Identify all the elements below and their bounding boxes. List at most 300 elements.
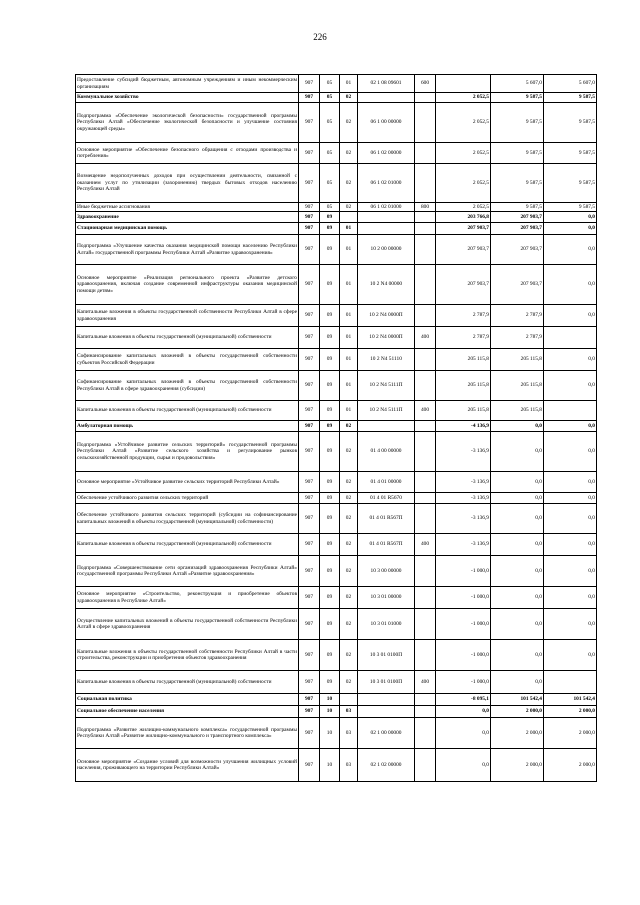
expense-type: 400 bbox=[415, 534, 436, 556]
amount-3: 0,0 bbox=[544, 265, 597, 305]
row-name: Подпрограмма «Устойчивое развитие сельских территорий» государственной программы Республики Алтай «Развитие сельского хозяйства и регулирование рынков сельскохозяйственной продукции, сырья и продовольствия» bbox=[76, 432, 299, 472]
target-article: 10 3 01 01000 bbox=[358, 609, 415, 640]
subsection-code: 02 bbox=[340, 103, 358, 143]
amount-1: 2 787,9 bbox=[436, 305, 491, 327]
ministry-code: 907 bbox=[299, 103, 320, 143]
ministry-code: 907 bbox=[299, 421, 320, 432]
row-name: Капитальные вложения в объекты государственной (муниципальной) собственности bbox=[76, 671, 299, 694]
expense-type bbox=[415, 349, 436, 371]
section-code: 05 bbox=[320, 143, 340, 164]
subsection-code: 02 bbox=[340, 421, 358, 432]
table-row bbox=[76, 609, 597, 640]
table-row bbox=[76, 235, 597, 265]
row-name: Обеспечение устойчивого развития сельских территорий (субсидии на софинансирование капитальных вложений в объекты государственной (муниципальной) собственности) bbox=[76, 504, 299, 534]
expense-type bbox=[415, 371, 436, 401]
amount-1: 203 766,8 bbox=[436, 212, 491, 223]
budget-table-body bbox=[76, 75, 597, 782]
amount-1: 2 787,9 bbox=[436, 327, 491, 349]
target-article: 10 3 01 00000 bbox=[358, 587, 415, 609]
expense-type bbox=[415, 235, 436, 265]
subsection-code: 01 bbox=[340, 371, 358, 401]
section-code: 05 bbox=[320, 164, 340, 203]
table-row bbox=[76, 472, 597, 493]
subsection-code: 02 bbox=[340, 203, 358, 212]
subsection-code: 01 bbox=[340, 223, 358, 235]
target-article bbox=[358, 212, 415, 223]
table-row bbox=[76, 164, 597, 203]
ministry-code: 907 bbox=[299, 493, 320, 504]
section-code: 09 bbox=[320, 212, 340, 223]
table-row bbox=[76, 718, 597, 749]
table-row bbox=[76, 534, 597, 556]
section-code: 09 bbox=[320, 504, 340, 534]
amount-1: -4 136,9 bbox=[436, 421, 491, 432]
amount-1: 205 115,8 bbox=[436, 371, 491, 401]
ministry-code: 907 bbox=[299, 349, 320, 371]
ministry-code: 907 bbox=[299, 371, 320, 401]
table-row bbox=[76, 371, 597, 401]
ministry-code: 907 bbox=[299, 327, 320, 349]
target-article: 10 2 N4 0000П bbox=[358, 305, 415, 327]
subsection-code: 01 bbox=[340, 327, 358, 349]
amount-3: 0,0 bbox=[544, 609, 597, 640]
row-name: Предоставление субсидий бюджетным, автономным учреждениям и иным некоммерческим организациям bbox=[76, 75, 299, 93]
table-row bbox=[76, 640, 597, 671]
subsection-code: 02 bbox=[340, 609, 358, 640]
amount-1: -1 000,0 bbox=[436, 556, 491, 587]
table-row bbox=[76, 265, 597, 305]
expense-type bbox=[415, 432, 436, 472]
amount-3: 0,0 bbox=[544, 223, 597, 235]
ministry-code: 907 bbox=[299, 534, 320, 556]
row-name: Подпрограмма «Развитие жилищно-коммунального комплекса» государственной программы Республики Алтай «Развитие жилищно-коммунального и транспортного комплекса» bbox=[76, 718, 299, 749]
amount-1: -1 000,0 bbox=[436, 671, 491, 694]
section-code: 10 bbox=[320, 749, 340, 782]
ministry-code: 907 bbox=[299, 203, 320, 212]
amount-2: 9 587,5 bbox=[491, 203, 544, 212]
amount-2: 2 000,0 bbox=[491, 718, 544, 749]
target-article: 10 2 00 00000 bbox=[358, 235, 415, 265]
subsection-code: 03 bbox=[340, 706, 358, 718]
row-name: Капитальные вложения в объекты государственной собственности Республики Алтай в сфере здравоохранения bbox=[76, 305, 299, 327]
row-name: Капитальные вложения в объекты государственной (муниципальной) собственности bbox=[76, 401, 299, 421]
amount-3: 9 587,5 bbox=[544, 164, 597, 203]
target-article bbox=[358, 694, 415, 706]
amount-1: 0,0 bbox=[436, 749, 491, 782]
row-name: Основное мероприятие «Создание условий для возможности улучшения жилищных условий населения, проживающего на территории Республики Алтай» bbox=[76, 749, 299, 782]
ministry-code: 907 bbox=[299, 587, 320, 609]
amount-1: -3 136,9 bbox=[436, 432, 491, 472]
amount-2: 5 607,0 bbox=[491, 75, 544, 93]
ministry-code: 907 bbox=[299, 472, 320, 493]
row-name: Капитальные вложения в объекты государственной (муниципальной) собственности bbox=[76, 534, 299, 556]
expense-type bbox=[415, 103, 436, 143]
table-row bbox=[76, 327, 597, 349]
expense-type bbox=[415, 706, 436, 718]
ministry-code: 907 bbox=[299, 223, 320, 235]
row-name: Подпрограмма «Улучшение качества оказания медицинской помощи населению Республики Алтай» государственной программы Республики Алтай «Развитие здравоохранения» bbox=[76, 235, 299, 265]
row-name: Основное мероприятие «Реализация регионального проекта «Развитие детского здравоохранения, включая создание современной инфраструктуры оказания медицинской помощи детям» bbox=[76, 265, 299, 305]
section-code: 09 bbox=[320, 556, 340, 587]
section-code: 09 bbox=[320, 587, 340, 609]
section-code: 09 bbox=[320, 305, 340, 327]
amount-2: 0,0 bbox=[491, 640, 544, 671]
amount-3: 101 542,4 bbox=[544, 694, 597, 706]
expense-type: 400 bbox=[415, 327, 436, 349]
amount-3 bbox=[544, 327, 597, 349]
target-article bbox=[358, 421, 415, 432]
expense-type bbox=[415, 421, 436, 432]
row-name: Возмещение недополученных доходов при осуществлении деятельности, связанной с оказанием услуг по утилизации (захоронению) твердых бытовых отходов населению Республики Алтай bbox=[76, 164, 299, 203]
table-row bbox=[76, 349, 597, 371]
expense-type bbox=[415, 472, 436, 493]
expense-type bbox=[415, 694, 436, 706]
amount-3: 0,0 bbox=[544, 472, 597, 493]
table-row bbox=[76, 143, 597, 164]
amount-3: 0,0 bbox=[544, 493, 597, 504]
amount-2: 9 587,5 bbox=[491, 93, 544, 103]
target-article: 10 2 N4 5111П bbox=[358, 371, 415, 401]
amount-1: 207 903,7 bbox=[436, 265, 491, 305]
section-code: 09 bbox=[320, 432, 340, 472]
amount-1: -3 136,9 bbox=[436, 493, 491, 504]
target-article: 01 4 00 00000 bbox=[358, 432, 415, 472]
amount-3: 0,0 bbox=[544, 587, 597, 609]
amount-1: 2 052,5 bbox=[436, 143, 491, 164]
row-name: Амбулаторная помощь bbox=[76, 421, 299, 432]
amount-1: -1 000,0 bbox=[436, 640, 491, 671]
subsection-code: 02 bbox=[340, 671, 358, 694]
amount-2: 207 903,7 bbox=[491, 265, 544, 305]
section-code: 10 bbox=[320, 706, 340, 718]
amount-3: 9 587,5 bbox=[544, 203, 597, 212]
table-row bbox=[76, 401, 597, 421]
expense-type bbox=[415, 718, 436, 749]
ministry-code: 907 bbox=[299, 143, 320, 164]
expense-type: 800 bbox=[415, 203, 436, 212]
target-article bbox=[358, 93, 415, 103]
subsection-code: 02 bbox=[340, 534, 358, 556]
ministry-code: 907 bbox=[299, 504, 320, 534]
subsection-code: 02 bbox=[340, 472, 358, 493]
amount-2: 205 115,8 bbox=[491, 401, 544, 421]
amount-3: 0,0 bbox=[544, 534, 597, 556]
row-name: Коммунальное хозяйство bbox=[76, 93, 299, 103]
amount-3: 2 000,0 bbox=[544, 718, 597, 749]
ministry-code: 907 bbox=[299, 164, 320, 203]
expense-type bbox=[415, 493, 436, 504]
row-name: Иные бюджетные ассигнования bbox=[76, 203, 299, 212]
expense-type bbox=[415, 609, 436, 640]
subsection-code: 02 bbox=[340, 587, 358, 609]
row-name: Основное мероприятие «Обеспечение безопасного обращения с отходами производства и потребления» bbox=[76, 143, 299, 164]
table-row bbox=[76, 203, 597, 212]
amount-3: 0,0 bbox=[544, 432, 597, 472]
target-article: 02 1 08 09601 bbox=[358, 75, 415, 93]
section-code: 09 bbox=[320, 609, 340, 640]
amount-2: 0,0 bbox=[491, 472, 544, 493]
section-code: 10 bbox=[320, 718, 340, 749]
amount-2: 205 115,8 bbox=[491, 371, 544, 401]
table-row bbox=[76, 432, 597, 472]
row-name: Обеспечение устойчивого развития сельских территорий bbox=[76, 493, 299, 504]
ministry-code: 907 bbox=[299, 609, 320, 640]
ministry-code: 907 bbox=[299, 718, 320, 749]
subsection-code: 01 bbox=[340, 349, 358, 371]
expense-type bbox=[415, 223, 436, 235]
row-name: Капитальные вложения в объекты государственной собственности Республики Алтай в части строительства, реконструкции и приобретения объектов здравоохранения bbox=[76, 640, 299, 671]
expense-type bbox=[415, 305, 436, 327]
ministry-code: 907 bbox=[299, 706, 320, 718]
amount-1 bbox=[436, 75, 491, 93]
amount-2: 207 903,7 bbox=[491, 235, 544, 265]
table-row bbox=[76, 749, 597, 782]
subsection-code: 02 bbox=[340, 640, 358, 671]
ministry-code: 907 bbox=[299, 212, 320, 223]
amount-2: 9 587,5 bbox=[491, 103, 544, 143]
amount-2: 2 000,0 bbox=[491, 749, 544, 782]
table-row bbox=[76, 305, 597, 327]
ministry-code: 907 bbox=[299, 401, 320, 421]
amount-3: 0,0 bbox=[544, 305, 597, 327]
amount-2: 0,0 bbox=[491, 432, 544, 472]
subsection-code: 02 bbox=[340, 432, 358, 472]
ministry-code: 907 bbox=[299, 694, 320, 706]
expense-type: 600 bbox=[415, 75, 436, 93]
row-name: Основное мероприятие «Устойчивое развитие сельских территорий Республики Алтай» bbox=[76, 472, 299, 493]
budget-table bbox=[75, 74, 597, 782]
expense-type bbox=[415, 749, 436, 782]
row-name: Стационарная медицинская помощь bbox=[76, 223, 299, 235]
row-name: Софинансирование капитальных вложений в объекты государственной собственности субъектов Российской Федерации bbox=[76, 349, 299, 371]
amount-3: 0,0 bbox=[544, 640, 597, 671]
row-name: Капитальные вложения в объекты государственной (муниципальной) собственности bbox=[76, 327, 299, 349]
section-code: 10 bbox=[320, 694, 340, 706]
amount-3: 9 587,5 bbox=[544, 103, 597, 143]
amount-1: 205 115,8 bbox=[436, 349, 491, 371]
subsection-code: 01 bbox=[340, 401, 358, 421]
subsection-code: 01 bbox=[340, 75, 358, 93]
subsection-code: 02 bbox=[340, 504, 358, 534]
target-article: 01 4 01 R567П bbox=[358, 534, 415, 556]
amount-3: 0,0 bbox=[544, 556, 597, 587]
amount-3: 0,0 bbox=[544, 212, 597, 223]
amount-1: -8 095,1 bbox=[436, 694, 491, 706]
section-code: 09 bbox=[320, 265, 340, 305]
subsection-code: 02 bbox=[340, 556, 358, 587]
amount-2: 101 542,4 bbox=[491, 694, 544, 706]
table-row bbox=[76, 103, 597, 143]
section-code: 09 bbox=[320, 534, 340, 556]
table-row bbox=[76, 75, 597, 93]
amount-3: 9 587,5 bbox=[544, 143, 597, 164]
target-article: 02 1 00 00000 bbox=[358, 718, 415, 749]
subsection-code bbox=[340, 212, 358, 223]
ministry-code: 907 bbox=[299, 432, 320, 472]
amount-1: 2 052,5 bbox=[436, 203, 491, 212]
amount-3: 0,0 bbox=[544, 349, 597, 371]
table-row bbox=[76, 556, 597, 587]
expense-type bbox=[415, 504, 436, 534]
target-article: 10 2 N4 51110 bbox=[358, 349, 415, 371]
subsection-code: 01 bbox=[340, 265, 358, 305]
target-article: 10 3 00 00000 bbox=[358, 556, 415, 587]
table-row bbox=[76, 587, 597, 609]
amount-3: 0,0 bbox=[544, 504, 597, 534]
subsection-code: 02 bbox=[340, 93, 358, 103]
amount-2: 2 000,0 bbox=[491, 706, 544, 718]
target-article bbox=[358, 223, 415, 235]
table-row bbox=[76, 671, 597, 694]
row-name: Софинансирование капитальных вложений в объекты государственной собственности Республики Алтай в сфере здравоохранения (субсидии) bbox=[76, 371, 299, 401]
amount-1: -3 136,9 bbox=[436, 534, 491, 556]
table-row bbox=[76, 694, 597, 706]
target-article: 10 2 N4 0000П bbox=[358, 327, 415, 349]
section-code: 05 bbox=[320, 93, 340, 103]
row-name: Подпрограмма «Обеспечение экологической безопасности» государственной программы Республики Алтай «Обеспечение экологической безопасности и улучшение состояния окружающей среды» bbox=[76, 103, 299, 143]
amount-1: 2 052,5 bbox=[436, 93, 491, 103]
target-article: 02 1 02 00000 bbox=[358, 749, 415, 782]
subsection-code: 03 bbox=[340, 749, 358, 782]
row-name: Социальное обеспечение населения bbox=[76, 706, 299, 718]
amount-1: -1 000,0 bbox=[436, 609, 491, 640]
amount-2: 0,0 bbox=[491, 493, 544, 504]
amount-3 bbox=[544, 671, 597, 694]
subsection-code: 02 bbox=[340, 164, 358, 203]
amount-2: 207 903,7 bbox=[491, 212, 544, 223]
target-article: 06 1 02 00000 bbox=[358, 143, 415, 164]
amount-3: 2 000,0 bbox=[544, 749, 597, 782]
section-code: 09 bbox=[320, 421, 340, 432]
target-article: 06 1 00 00000 bbox=[358, 103, 415, 143]
amount-2: 2 787,9 bbox=[491, 305, 544, 327]
table-row bbox=[76, 504, 597, 534]
target-article bbox=[358, 706, 415, 718]
table-row bbox=[76, 421, 597, 432]
target-article: 10 2 N4 00000 bbox=[358, 265, 415, 305]
row-name: Подпрограмма «Совершенствование сети организаций здравоохранения Республики Алтай» государственной программы Республики Алтай «Развитие здравоохранения» bbox=[76, 556, 299, 587]
amount-1: 207 903,7 bbox=[436, 235, 491, 265]
ministry-code: 907 bbox=[299, 556, 320, 587]
amount-2: 2 787,9 bbox=[491, 327, 544, 349]
ministry-code: 907 bbox=[299, 235, 320, 265]
amount-1: 0,0 bbox=[436, 706, 491, 718]
subsection-code: 02 bbox=[340, 493, 358, 504]
amount-2: 0,0 bbox=[491, 534, 544, 556]
section-code: 09 bbox=[320, 640, 340, 671]
expense-type: 400 bbox=[415, 671, 436, 694]
amount-2: 0,0 bbox=[491, 556, 544, 587]
ministry-code: 907 bbox=[299, 93, 320, 103]
table-row bbox=[76, 493, 597, 504]
amount-1: 0,0 bbox=[436, 718, 491, 749]
subsection-code: 02 bbox=[340, 143, 358, 164]
section-code: 09 bbox=[320, 671, 340, 694]
expense-type bbox=[415, 587, 436, 609]
amount-1: -3 136,9 bbox=[436, 472, 491, 493]
expense-type bbox=[415, 265, 436, 305]
section-code: 09 bbox=[320, 223, 340, 235]
expense-type bbox=[415, 640, 436, 671]
amount-1: 207 903,7 bbox=[436, 223, 491, 235]
amount-3: 9 587,5 bbox=[544, 93, 597, 103]
amount-1: -1 000,0 bbox=[436, 587, 491, 609]
target-article: 10 3 01 0100П bbox=[358, 671, 415, 694]
row-name: Осуществление капитальных вложений в объекты государственной собственности Республики Алтай в сфере здравоохранения bbox=[76, 609, 299, 640]
amount-2: 9 587,5 bbox=[491, 143, 544, 164]
row-name: Здравоохранение bbox=[76, 212, 299, 223]
target-article: 01 4 01 00000 bbox=[358, 472, 415, 493]
expense-type bbox=[415, 93, 436, 103]
target-article: 10 2 N4 5111П bbox=[358, 401, 415, 421]
subsection-code: 01 bbox=[340, 305, 358, 327]
section-code: 09 bbox=[320, 401, 340, 421]
ministry-code: 907 bbox=[299, 305, 320, 327]
ministry-code: 907 bbox=[299, 749, 320, 782]
amount-1: 2 052,5 bbox=[436, 103, 491, 143]
amount-2: 0,0 bbox=[491, 504, 544, 534]
expense-type bbox=[415, 556, 436, 587]
section-code: 09 bbox=[320, 327, 340, 349]
amount-2: 0,0 bbox=[491, 609, 544, 640]
amount-3: 0,0 bbox=[544, 371, 597, 401]
target-article: 10 3 01 0100П bbox=[358, 640, 415, 671]
subsection-code bbox=[340, 694, 358, 706]
section-code: 05 bbox=[320, 75, 340, 93]
amount-3: 0,0 bbox=[544, 235, 597, 265]
amount-2: 207 903,7 bbox=[491, 223, 544, 235]
row-name: Основное мероприятие «Строительство, реконструкция и приобретение объектов здравоохранения в Республике Алтай» bbox=[76, 587, 299, 609]
expense-type bbox=[415, 164, 436, 203]
target-article: 06 1 02 01000 bbox=[358, 203, 415, 212]
expense-type bbox=[415, 212, 436, 223]
subsection-code: 03 bbox=[340, 718, 358, 749]
row-name: Социальная политика bbox=[76, 694, 299, 706]
amount-3: 5 607,0 bbox=[544, 75, 597, 93]
amount-1: -3 136,9 bbox=[436, 504, 491, 534]
table-row bbox=[76, 223, 597, 235]
amount-3: 2 000,0 bbox=[544, 706, 597, 718]
section-code: 09 bbox=[320, 493, 340, 504]
ministry-code: 907 bbox=[299, 265, 320, 305]
target-article: 01 4 01 R567П bbox=[358, 504, 415, 534]
expense-type bbox=[415, 143, 436, 164]
amount-3 bbox=[544, 401, 597, 421]
section-code: 09 bbox=[320, 349, 340, 371]
section-code: 09 bbox=[320, 235, 340, 265]
amount-3: 0,0 bbox=[544, 421, 597, 432]
amount-2: 9 587,5 bbox=[491, 164, 544, 203]
expense-type: 400 bbox=[415, 401, 436, 421]
amount-2: 0,0 bbox=[491, 587, 544, 609]
ministry-code: 907 bbox=[299, 640, 320, 671]
amount-2: 0,0 bbox=[491, 421, 544, 432]
amount-1: 2 052,5 bbox=[436, 164, 491, 203]
table-row bbox=[76, 93, 597, 103]
section-code: 05 bbox=[320, 103, 340, 143]
page-number: 226 bbox=[313, 32, 327, 42]
amount-1: 205 115,8 bbox=[436, 401, 491, 421]
ministry-code: 907 bbox=[299, 75, 320, 93]
ministry-code: 907 bbox=[299, 671, 320, 694]
section-code: 05 bbox=[320, 203, 340, 212]
section-code: 09 bbox=[320, 371, 340, 401]
section-code: 09 bbox=[320, 472, 340, 493]
table-row bbox=[76, 706, 597, 718]
target-article: 06 1 02 01000 bbox=[358, 164, 415, 203]
amount-2: 205 115,8 bbox=[491, 349, 544, 371]
amount-2: 0,0 bbox=[491, 671, 544, 694]
